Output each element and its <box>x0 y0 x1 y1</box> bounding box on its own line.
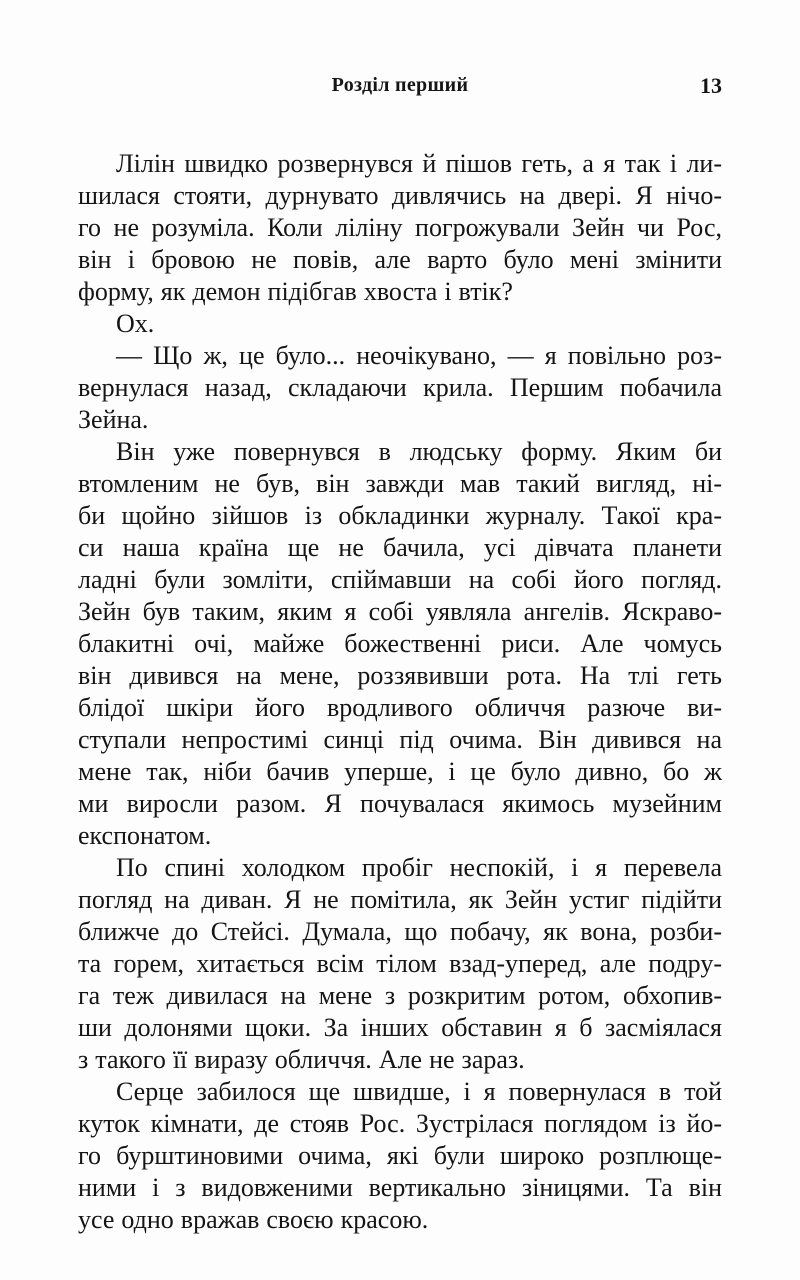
text-line: усе одно вражав своєю красою. <box>78 1205 429 1234</box>
running-header <box>78 74 722 100</box>
text-line: ними і з видовженими вертикально зіницями. Та він <box>78 1173 722 1202</box>
text-line: го не розуміла. Коли ліліну погрожували Зейн чи Рос, <box>78 213 722 242</box>
text-line: він і бровою не повів, але варто було мені змінити <box>78 245 722 274</box>
paragraph <box>78 852 722 1076</box>
text-line: По спині холодком пробіг неспокій, і я перевела <box>116 853 722 882</box>
paragraph <box>78 148 722 308</box>
text-line: та горем, хитається всім тілом взад-уперед, але подру- <box>78 949 722 978</box>
text-line: Зейна. <box>78 405 149 434</box>
text-line: втомленим не був, він завжди мав такий вигляд, ні- <box>78 469 722 498</box>
text-line: вернулася назад, складаючи крила. Першим побачила <box>78 373 722 402</box>
body-text <box>78 148 722 1236</box>
text-line: си наша країна ще не бачила, усі дівчата планети <box>78 533 722 562</box>
text-line: куток кімнати, де стояв Рос. Зустрілася поглядом із йо- <box>78 1109 722 1138</box>
text-line: блакитні очі, майже божественні риси. Але чомусь <box>78 629 722 658</box>
text-line: — Що ж, це було... неочікувано, — я повільно роз- <box>116 341 722 370</box>
paragraph <box>78 436 722 852</box>
chapter-title: Розділ перший <box>331 74 469 96</box>
text-line: Серце забилося ще швидше, і я повернулася в той <box>116 1077 722 1106</box>
text-line: Лілін швидко розвернувся й пішов геть, а я так і ли- <box>116 149 722 178</box>
paragraph <box>78 1076 722 1236</box>
text-line: га теж дивилася на мене з розкритим ротом, обхопив- <box>78 981 722 1010</box>
paragraph <box>78 308 722 340</box>
text-line: ши долонями щоки. За інших обставин я б засміялася <box>78 1013 722 1042</box>
text-line: би щойно зійшов із обкладинки журналу. Такої кра- <box>78 501 722 530</box>
paragraph <box>78 340 722 436</box>
text-line: Він уже повернувся в людську форму. Яким би <box>116 437 722 466</box>
text-line: ладні були зомліти, спіймавши на собі його погляд. <box>78 565 722 594</box>
text-line: експонатом. <box>78 821 212 850</box>
text-line: форму, як демон підібгав хвоста і втік? <box>78 277 513 306</box>
text-line: мене так, ніби бачив уперше, і це було дивно, бо ж <box>78 757 722 786</box>
text-line: Зейн був таким, яким я собі уявляла ангелів. Яскраво- <box>78 597 722 626</box>
text-line: ступали непростимі синці під очима. Він дивився на <box>78 725 722 754</box>
text-line: го бурштиновими очима, які були широко розплюще- <box>78 1141 722 1170</box>
text-line: ближче до Стейсі. Думала, що побачу, як вона, розби- <box>78 917 722 946</box>
text-line: Ох. <box>116 309 155 338</box>
text-line: ми виросли разом. Я почувалася якимось музейним <box>78 789 722 818</box>
text-line: він дивився на мене, роззявивши рота. На тлі геть <box>78 661 722 690</box>
text-line: шилася стояти, дурнувато дивлячись на двері. Я нічо- <box>78 181 722 210</box>
text-line: з такого її виразу обличчя. Але не зараз. <box>78 1045 525 1074</box>
page-number: 13 <box>700 73 722 98</box>
text-line: блідої шкіри його вродливого обличчя разюче ви- <box>78 693 722 722</box>
text-line: погляд на диван. Я не помітила, як Зейн устиг підійти <box>78 885 722 914</box>
